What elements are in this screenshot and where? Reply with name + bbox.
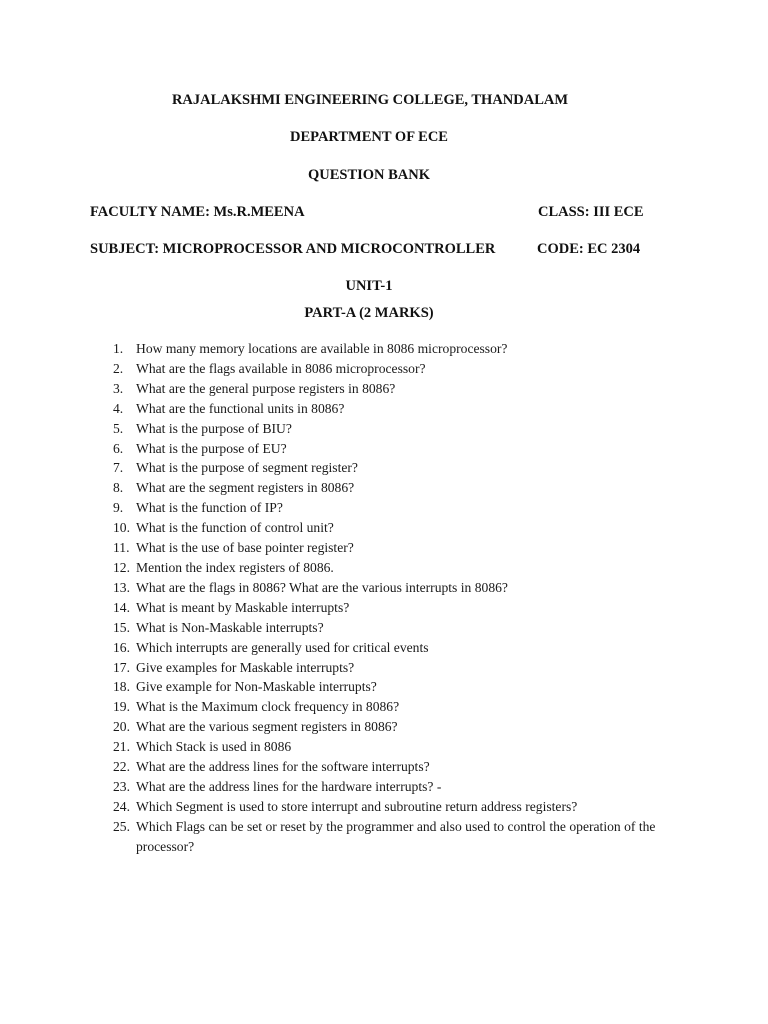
question-text: What are the segment registers in 8086?	[136, 480, 355, 496]
faculty-name: FACULTY NAME: Ms.R.MEENA	[90, 204, 305, 220]
question-text: What are the address lines for the hardware interrupts? -	[136, 778, 442, 794]
question-item	[113, 598, 703, 618]
question-text: What is the purpose of BIU?	[136, 420, 292, 436]
question-item	[113, 339, 703, 359]
question-text: What is the Maximum clock frequency in 8086?	[136, 699, 400, 715]
question-number: 18.	[113, 679, 130, 695]
question-item	[113, 797, 703, 817]
question-text: What is the use of base pointer register?	[136, 540, 354, 556]
course-code: CODE: EC 2304	[537, 241, 641, 257]
question-number: 7.	[113, 460, 124, 476]
question-number: 11.	[113, 540, 130, 556]
question-item	[113, 638, 703, 658]
question-number: 15.	[113, 619, 130, 635]
question-number: 5.	[113, 420, 124, 436]
question-text: Which interrupts are generally used for critical events	[136, 639, 429, 655]
question-text: Which Segment is used to store interrupt and subroutine return address registers?	[136, 798, 578, 814]
question-number: 16.	[113, 639, 130, 655]
question-text: What are the various segment registers in 8086?	[136, 719, 398, 735]
question-item	[113, 419, 703, 439]
question-item	[113, 618, 703, 638]
question-item	[113, 658, 703, 678]
question-number: 17.	[113, 659, 130, 675]
part-heading: PART-A (2 MARKS)	[304, 305, 434, 321]
question-number: 12.	[113, 559, 130, 575]
question-item	[113, 399, 703, 419]
question-item	[113, 677, 703, 697]
question-item	[113, 379, 703, 399]
question-item	[113, 817, 703, 857]
question-item	[113, 558, 703, 578]
question-item	[113, 697, 703, 717]
question-number: 3.	[113, 380, 124, 396]
question-item	[113, 458, 703, 478]
question-list	[113, 339, 703, 857]
question-text: What are the functional units in 8086?	[136, 400, 345, 416]
question-number: 19.	[113, 699, 130, 715]
question-item	[113, 478, 703, 498]
document-type: QUESTION BANK	[307, 167, 431, 183]
question-number: 22.	[113, 759, 130, 775]
question-text: What are the address lines for the software interrupts?	[136, 759, 430, 775]
question-text: What is the purpose of EU?	[136, 440, 287, 456]
question-item	[113, 717, 703, 737]
question-number: 14.	[113, 599, 130, 615]
question-text: What are the general purpose registers in 8086?	[136, 380, 396, 396]
question-number: 8.	[113, 480, 124, 496]
question-text: Which Stack is used in 8086	[136, 739, 292, 755]
question-text: What is meant by Maskable interrupts?	[136, 599, 350, 615]
question-item	[113, 578, 703, 598]
question-number: 1.	[113, 341, 124, 356]
question-text: What is the function of control unit?	[136, 520, 334, 536]
question-number: 21.	[113, 739, 130, 755]
question-text: What is the function of IP?	[136, 500, 283, 516]
question-item	[113, 498, 703, 518]
question-item	[113, 757, 703, 777]
question-text: Give example for Non-Maskable interrupts?	[136, 679, 377, 695]
question-item	[113, 439, 703, 459]
question-number: 13.	[113, 579, 130, 595]
question-number: 25.	[113, 818, 130, 834]
question-item	[113, 518, 703, 538]
subject-label: SUBJECT: MICROPROCESSOR AND MICROCONTROLLER	[90, 241, 496, 257]
question-number: 10.	[113, 520, 130, 536]
class-label: CLASS: III ECE	[538, 204, 644, 220]
department-title: DEPARTMENT OF ECE	[290, 129, 448, 145]
question-text: What are the flags available in 8086 microprocessor?	[136, 360, 426, 376]
question-number: 24.	[113, 798, 130, 814]
question-text: What is Non-Maskable interrupts?	[136, 619, 324, 635]
question-number: 23.	[113, 778, 130, 794]
question-number: 4.	[113, 400, 124, 416]
question-number: 6.	[113, 440, 124, 456]
question-text: Give examples for Maskable interrupts?	[136, 659, 355, 675]
unit-heading: UNIT-1	[345, 278, 393, 294]
question-item	[113, 777, 703, 797]
question-text: What is the purpose of segment register?	[136, 460, 358, 476]
college-name: RAJALAKSHMI ENGINEERING COLLEGE, THANDALAM	[171, 92, 569, 108]
question-number: 20.	[113, 719, 130, 735]
question-number: 9.	[113, 500, 124, 516]
question-text: Which Flags can be set or reset by the programmer and also used to control the operation of the processor?	[136, 818, 656, 854]
question-item	[113, 538, 703, 558]
question-text: How many memory locations are available in 8086 microprocessor?	[136, 341, 508, 356]
question-text: What are the flags in 8086? What are the various interrupts in 8086?	[136, 579, 508, 595]
question-number: 2.	[113, 360, 124, 376]
question-item	[113, 359, 703, 379]
question-text: Mention the index registers of 8086.	[136, 559, 334, 575]
question-item	[113, 737, 703, 757]
